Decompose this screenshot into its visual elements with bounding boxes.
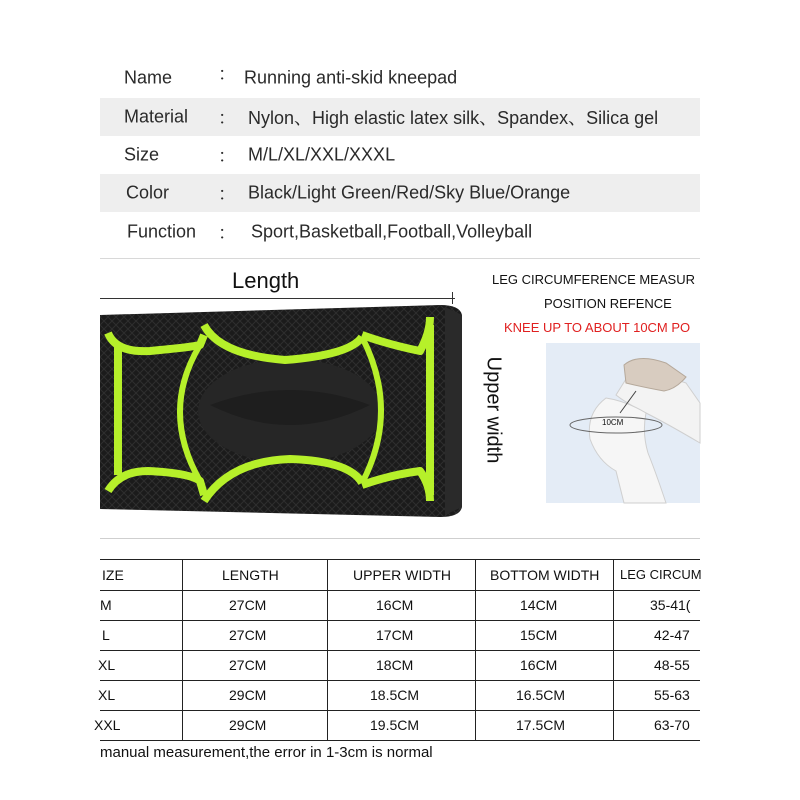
- spec-key: Color: [126, 182, 170, 203]
- col-divider: [182, 650, 183, 680]
- col-divider: [475, 680, 476, 710]
- spec-value: Sport,Basketball,Football,Volleyball: [251, 221, 533, 242]
- col-divider: [475, 650, 476, 680]
- col-divider: [475, 590, 476, 620]
- upper-width-label: Upper width: [482, 356, 505, 463]
- leg-diagram-image: [546, 343, 700, 503]
- spec-key: Material: [124, 106, 189, 127]
- col-divider: [182, 620, 183, 650]
- col-divider: [182, 710, 183, 740]
- spec-key: Name: [124, 67, 173, 88]
- leg-title-line-2: POSITION REFENCE: [544, 296, 672, 311]
- leg-title-line-1: LEG CIRCUMFERENCE MEASUR: [492, 272, 695, 287]
- cell-length: 29CM: [229, 687, 267, 703]
- table-header-row: [100, 559, 700, 591]
- cell-upper-width: 19.5CM: [370, 717, 420, 733]
- cell-bottom-width: 15CM: [520, 627, 558, 643]
- cell-upper-width: 17CM: [376, 627, 414, 643]
- table-row: [100, 650, 700, 681]
- col-divider: [182, 560, 183, 590]
- leg-tag-10cm: 10CM: [602, 418, 624, 427]
- size-table: [94, 540, 702, 780]
- col-divider: [327, 680, 328, 710]
- col-divider: [327, 560, 328, 590]
- measurement-note: manual measurement,the error in 1-3cm is normal: [100, 744, 433, 761]
- spec-key: Size: [124, 144, 160, 165]
- col-divider: [182, 590, 183, 620]
- header-leg-circum: LEG CIRCUM: [620, 567, 702, 582]
- spec-value: M/L/XL/XXL/XXXL: [248, 144, 396, 165]
- cell-size: L: [102, 627, 110, 643]
- cell-upper-width: 18CM: [376, 657, 414, 673]
- col-divider: [613, 680, 614, 710]
- table-row: [100, 590, 700, 621]
- leg-note-red: KNEE UP TO ABOUT 10CM PO: [504, 320, 691, 335]
- cell-size: M: [100, 597, 112, 613]
- spec-colon: ：: [218, 184, 236, 204]
- cell-bottom-width: 14CM: [520, 597, 558, 613]
- col-divider: [613, 710, 614, 740]
- col-divider: [613, 650, 614, 680]
- table-row: [100, 680, 700, 711]
- spec-value: Black/Light Green/Red/Sky Blue/Orange: [248, 182, 571, 203]
- col-divider: [327, 590, 328, 620]
- cell-bottom-width: 16CM: [520, 657, 558, 673]
- cell-length: 27CM: [229, 597, 267, 613]
- table-row: [100, 620, 700, 651]
- col-divider: [475, 560, 476, 590]
- header-bottom-width: BOTTOM WIDTH: [490, 567, 600, 583]
- col-divider: [327, 710, 328, 740]
- cell-leg-circum: 35-41(: [650, 597, 691, 613]
- cell-upper-width: 16CM: [376, 597, 414, 613]
- col-divider: [475, 620, 476, 650]
- cell-length: 29CM: [229, 717, 267, 733]
- cell-size: XL: [98, 657, 116, 673]
- cell-length: 27CM: [229, 657, 267, 673]
- cell-bottom-width: 17.5CM: [516, 717, 566, 733]
- table-row: [94, 710, 700, 741]
- cell-leg-circum: 42-47: [654, 627, 690, 643]
- spec-value: Nylon、High elastic latex silk、Spandex、Silica gel: [248, 108, 659, 128]
- spec-key: Function: [127, 221, 197, 242]
- col-divider: [182, 680, 183, 710]
- table-top-rule: [100, 538, 700, 539]
- col-divider: [613, 590, 614, 620]
- header-size: IZE: [102, 567, 124, 583]
- cell-leg-circum: 63-70: [654, 717, 690, 733]
- col-divider: [613, 620, 614, 650]
- header-length: LENGTH: [222, 567, 279, 583]
- spec-colon: ：: [218, 223, 236, 243]
- header-upper-width: UPPER WIDTH: [353, 567, 451, 583]
- cell-leg-circum: 55-63: [654, 687, 690, 703]
- col-divider: [327, 650, 328, 680]
- spec-value: Running anti-skid kneepad: [244, 67, 458, 88]
- col-divider: [475, 710, 476, 740]
- length-label: Length: [232, 268, 300, 293]
- spec-colon: ：: [218, 146, 236, 166]
- cell-bottom-width: 16.5CM: [516, 687, 566, 703]
- col-divider: [613, 560, 614, 590]
- cell-size: XXL: [94, 717, 121, 733]
- spec-colon: ：: [218, 64, 236, 84]
- cell-upper-width: 18.5CM: [370, 687, 420, 703]
- cell-size: XL: [98, 687, 116, 703]
- col-divider: [327, 620, 328, 650]
- cell-leg-circum: 48-55: [654, 657, 690, 673]
- spec-colon: ：: [218, 108, 236, 128]
- cell-length: 27CM: [229, 627, 267, 643]
